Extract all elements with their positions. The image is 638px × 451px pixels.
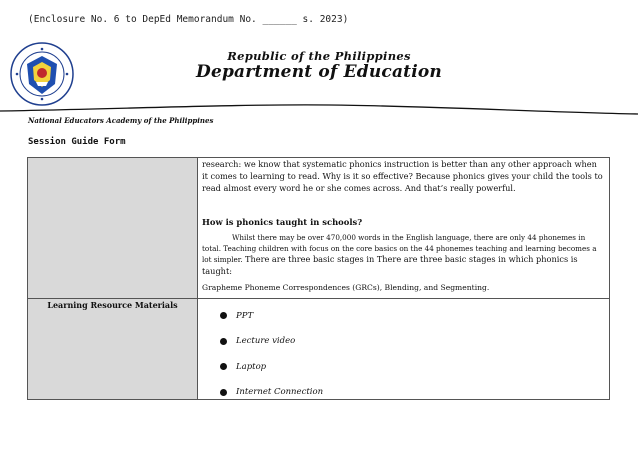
department-heading: Department of Education	[196, 62, 442, 82]
content-row	[28, 158, 610, 299]
enclosure-note: (Enclosure No. 6 to DepEd Memorandum No. ______ s. 2023)	[28, 14, 349, 25]
phonemes-paragraph	[202, 233, 603, 277]
form-title: Session Guide Form	[28, 137, 126, 147]
bullet-icon	[220, 312, 227, 319]
bullet-icon	[220, 389, 227, 396]
session-guide-table	[27, 157, 610, 400]
learning-resources-row	[28, 299, 610, 400]
intro-paragraph: research: we know that systematic phonics instruction is better than any other approach when it comes to learning to read. Why is it so effective? Because phonics gives your child the tools to read almost every word he or she comes across. And that’s really powerful.	[202, 159, 603, 193]
content-label-cell	[28, 158, 198, 299]
resource-label: Internet Connection	[236, 387, 324, 398]
learning-resources-label: Learning Resource Materials	[28, 299, 198, 400]
list-item	[220, 354, 603, 380]
bullet-icon	[220, 338, 227, 345]
learning-resources-list	[202, 299, 603, 399]
academy-name: National Educators Academy of the Philippines	[28, 116, 214, 125]
list-item	[220, 303, 603, 329]
resource-label: PPT	[236, 310, 254, 321]
bullet-icon	[220, 363, 227, 370]
resource-label: Laptop	[236, 361, 267, 372]
republic-heading: Republic of the Philippines	[227, 49, 411, 63]
phonemes-text: Whilst there may be over 470,000 words in the English language, there are only 44 phonemes in total. Teaching children with focus on the core basics on the 44 phonemes teaching and learning becomes a lot simpler.	[202, 233, 597, 264]
list-item	[220, 380, 603, 406]
resource-label: Lecture video	[236, 336, 296, 347]
grapheme-line: Grapheme Phoneme Correspondences (GRCs), Blending, and Segmenting.	[202, 283, 490, 292]
learning-resources-cell	[198, 299, 610, 400]
content-cell	[198, 158, 610, 299]
stages-text: There are three basic stages in There are three basic stages in which phonics is taught:	[202, 254, 578, 276]
list-item	[220, 329, 603, 355]
question-heading: How is phonics taught in schools?	[202, 217, 363, 227]
